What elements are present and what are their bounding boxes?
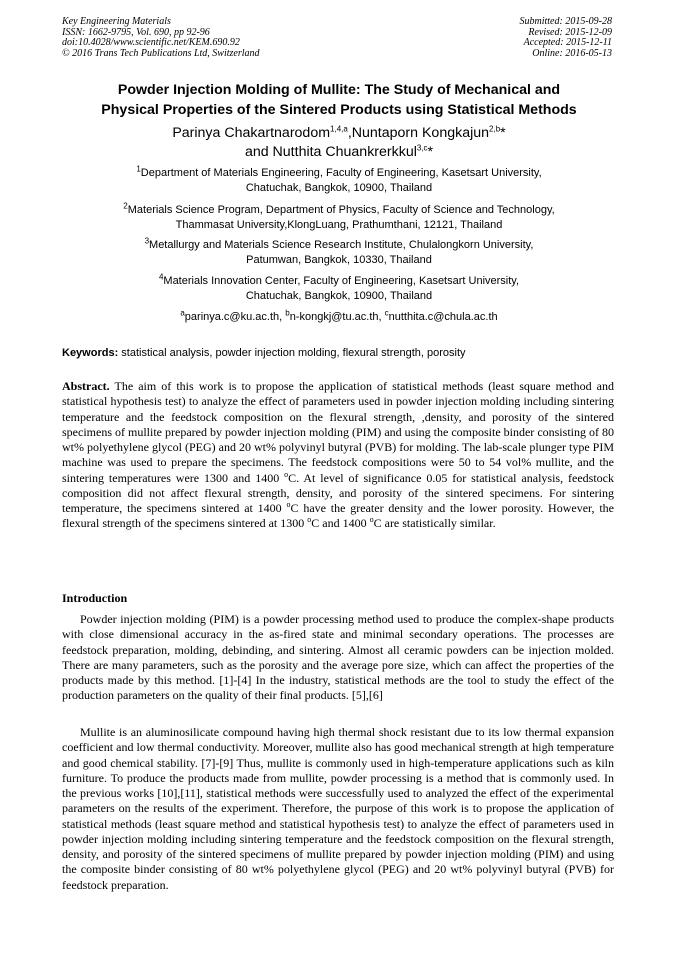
accepted-date: Accepted: 2015-12-11 <box>523 37 612 48</box>
intro-paragraph-2: Mullite is an aluminosilicate compound having high thermal shock resistant due to its low thermal expansion coefficient and low thermal conductivity. Moreover, mullite also has good mechanical strength at high temperature and good chemical stability. [7]-[9] Thus, mullite is commonly used in high-temperature applications such as kiln furniture. To produce the products made from mullite, powder processing is a method that is commonly used. In the previous works [10],[11], statistical methods were successfully used to analyzed the effect of the experimental parameters on the results of the experiment. Therefore, the purpose of this work is to propose the application of statistical methods (least square method and statistical hypothesis test) to analyze the effect of parameters used in powder injection molding including sintering temperature and the feedstock composition on the flexural strength, density, and porosity of the sintered specimens of mullite prepared by powder injection molding (PIM) and using the composite binder consisting of 80 wt% polyethylene glycol (PEG) and 20 wt% polyvinyl butyral (PVB) for feedstock preparation. <box>62 725 614 892</box>
keywords-label: Keywords: <box>62 347 119 359</box>
title-line-2: Physical Properties of the Sintered Products using Statistical Methods <box>101 102 577 118</box>
abstract <box>62 379 614 532</box>
affiliation-3-num: 3 <box>144 236 150 246</box>
abstract-label: Abstract. <box>62 379 110 393</box>
submitted-date: Submitted: 2015-09-28 <box>519 16 612 27</box>
abstract-text-1: The aim of this work is to propose the application of statistical methods (least square method and statistical hypothesis test) to analyze the effect of parameters used in powder injection molding including sintering temperature and the feedstock composition on the flexural strength, ,density, and porosity of the sintered specimens of mullite prepared by powder injection molding (PIM) and using the composite binder consisting of 80 wt% polyethylene glycol (PEG) and 20 wt% polyvinyl butyral (PVB) for molding. The lab-scale plunger type PIM machine was used to prepare the specimens. The feedstock compositions were 50 to 54 vol% mullite, and the sintering temperatures were 1300 and 1400 <box>62 379 615 485</box>
affiliation-1-line-1: Department of Materials Engineering, Faculty of Engineering, Kasetsart University, <box>140 167 542 179</box>
author-1-sup: 1,4,a <box>330 124 348 134</box>
affiliation-2-line-1: Materials Science Program, Department of Physics, Faculty of Science and Technology, <box>127 204 555 216</box>
dates-header <box>520 17 613 59</box>
doi: doi:10.4028/www.scientific.net/KEM.690.92 <box>62 37 240 48</box>
author-3: and Nutthita Chuankrerkkul <box>244 144 417 160</box>
revised-date: Revised: 2015-12-09 <box>528 26 612 38</box>
author-3-mark: * <box>427 144 434 160</box>
degree-mark-1: o <box>284 469 289 479</box>
degree-mark-4: o <box>369 515 374 525</box>
author-emails <box>40 310 638 325</box>
keywords <box>62 346 622 361</box>
online-date: Online: 2016-05-13 <box>532 47 612 59</box>
authors <box>40 124 638 162</box>
author-1: Parinya Chakartnarodom <box>172 125 331 141</box>
affiliation-2-num: 2 <box>123 201 128 211</box>
degree-mark-3: o <box>307 515 312 525</box>
affiliation-1-num: 1 <box>136 164 141 174</box>
affiliation-4-line-1: Materials Innovation Center, Faculty of Engineering, Kasetsart University, <box>163 275 520 287</box>
email-a: parinya.c@ku.ac.th, <box>184 311 286 323</box>
email-b: n-kongkj@tu.ac.th, <box>289 311 385 323</box>
affiliation-3-line-2: Patumwan, Bangkok, 10330, Thailand <box>246 254 432 266</box>
email-c: nutthita.c@chula.ac.th <box>388 311 498 323</box>
affiliation-4-num: 4 <box>158 272 164 282</box>
affiliation-3 <box>40 238 638 268</box>
intro-paragraph-1: Powder injection molding (PIM) is a powder processing method used to produce the complex-shape products with close dimensional accuracy in the as-fired state and minimal secondary operations. The processes are feedstock preparation, molding, debinding, and sintering. Almost all ceramic powders can be injection molded. There are many parameters, such as the porosity and the average pore size, which can affect the properties of the products made by this method. [1]-[4] In the industry, statistical methods are the tool to study the effect of the production parameters on the quality of their final products. [5],[6] <box>62 612 614 703</box>
author-2-mark: * <box>500 125 506 141</box>
introduction-heading: Introduction <box>62 591 128 605</box>
affiliation-2 <box>40 203 638 233</box>
abstract-text-5: C are statistically similar. <box>373 516 496 531</box>
author-2-sup: 2,b <box>489 124 501 134</box>
keywords-text: statistical analysis, powder injection molding, flexural strength, porosity <box>118 347 466 359</box>
email-a-sup: a <box>180 308 185 318</box>
affiliation-3-line-1: Metallurgy and Materials Science Research Institute, Chulalongkorn University, <box>149 239 534 251</box>
email-c-sup: c <box>384 308 389 318</box>
abstract-text-2: C. At level of significance 0.05 for statistical analysis, feedstock composition did not affect flexural strength, density, and porosity of the sintered specimens. For sintering temperature, the specimens sintered at 1400 <box>62 470 614 515</box>
authors-line-1 <box>40 124 638 143</box>
abstract-text-4: C and 1400 <box>311 516 370 531</box>
affiliation-1 <box>40 166 638 196</box>
author-2: ,Nuntaporn Kongkajun <box>347 125 490 141</box>
authors-line-2 <box>40 143 638 162</box>
abstract-text-3: C have the greater density and the lower porosity. However, the flexural strength of the specimens sintered at 1300 <box>62 501 615 531</box>
affiliation-1-line-2: Chatuchak, Bangkok, 10900, Thailand <box>245 182 433 194</box>
affiliation-4-line-2: Chatuchak, Bangkok, 10900, Thailand <box>245 290 433 302</box>
email-b-sup: b <box>285 308 290 318</box>
affiliation-4 <box>40 274 638 304</box>
degree-mark-2: o <box>286 500 291 509</box>
issn: ISSN: 1662-9795, Vol. 690, pp 92-96 <box>62 26 210 38</box>
paper-title <box>40 80 638 120</box>
journal-header <box>62 17 260 59</box>
journal-name: Key Engineering Materials <box>62 16 171 27</box>
affiliation-2-line-2: Thammasat University,KlongLuang, Prathumthani, 12121, Thailand <box>175 219 503 231</box>
author-3-sup: 3,c <box>416 143 428 153</box>
copyright: © 2016 Trans Tech Publications Ltd, Switzerland <box>62 47 260 59</box>
title-line-1: Powder Injection Molding of Mullite: The Study of Mechanical and <box>117 82 561 98</box>
